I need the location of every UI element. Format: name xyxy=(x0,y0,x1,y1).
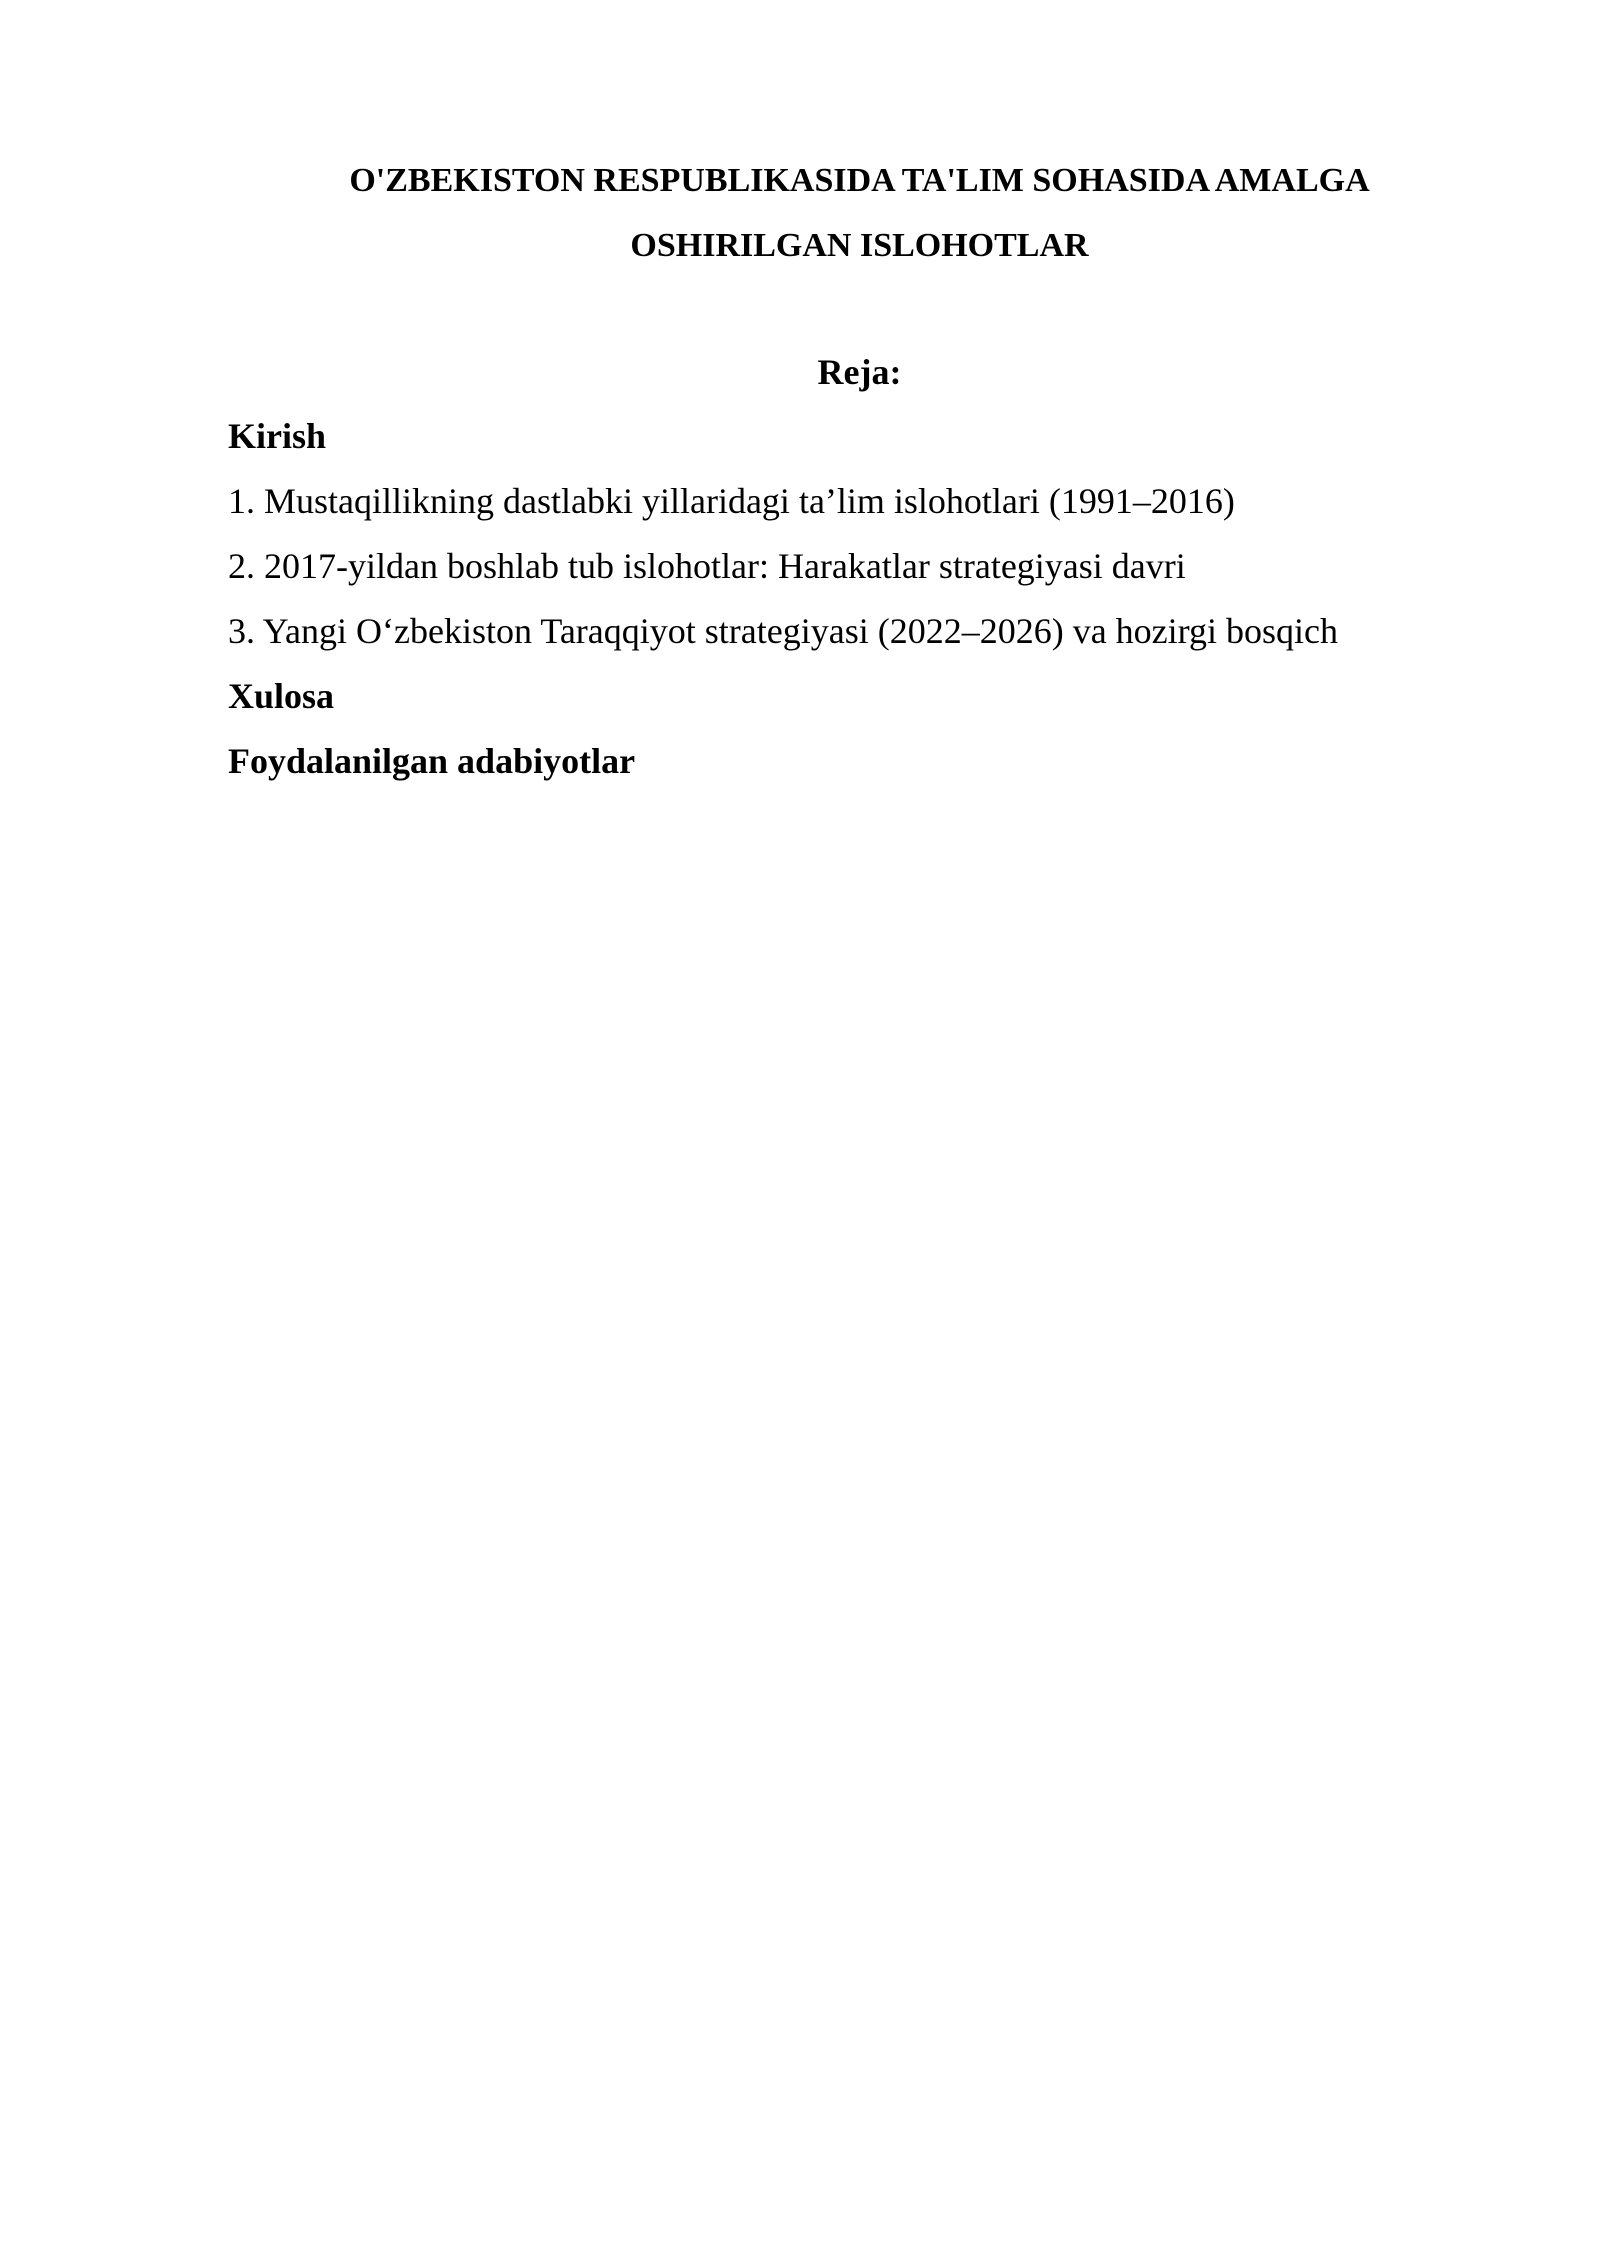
toc-item-section-3: 3. Yangi O‘zbekiston Taraqqiyot strategiyasi (2022–2026) va hozirgi bosqich xyxy=(228,611,1338,651)
plan-heading: Reja: xyxy=(817,352,902,392)
toc-item-conclusion: Xulosa xyxy=(228,676,335,716)
document-title xyxy=(228,148,1491,278)
title-line-2: OSHIRILGAN ISLOHOTLAR xyxy=(630,227,1089,264)
toc-item-introduction: Kirish xyxy=(228,416,327,456)
table-of-contents xyxy=(228,404,1491,794)
toc-item-section-2: 2. 2017-yildan boshlab tub islohotlar: Harakatlar strategiyasi davri xyxy=(228,546,1186,586)
toc-item-references: Foydalanilgan adabiyotlar xyxy=(228,741,636,781)
title-line-1: O'ZBEKISTON RESPUBLIKASIDA TA'LIM SOHASIDA AMALGA xyxy=(349,162,1370,199)
toc-item-section-1: 1. Mustaqillikning dastlabki yillaridagi ta’lim islohotlari (1991–2016) xyxy=(228,481,1235,521)
